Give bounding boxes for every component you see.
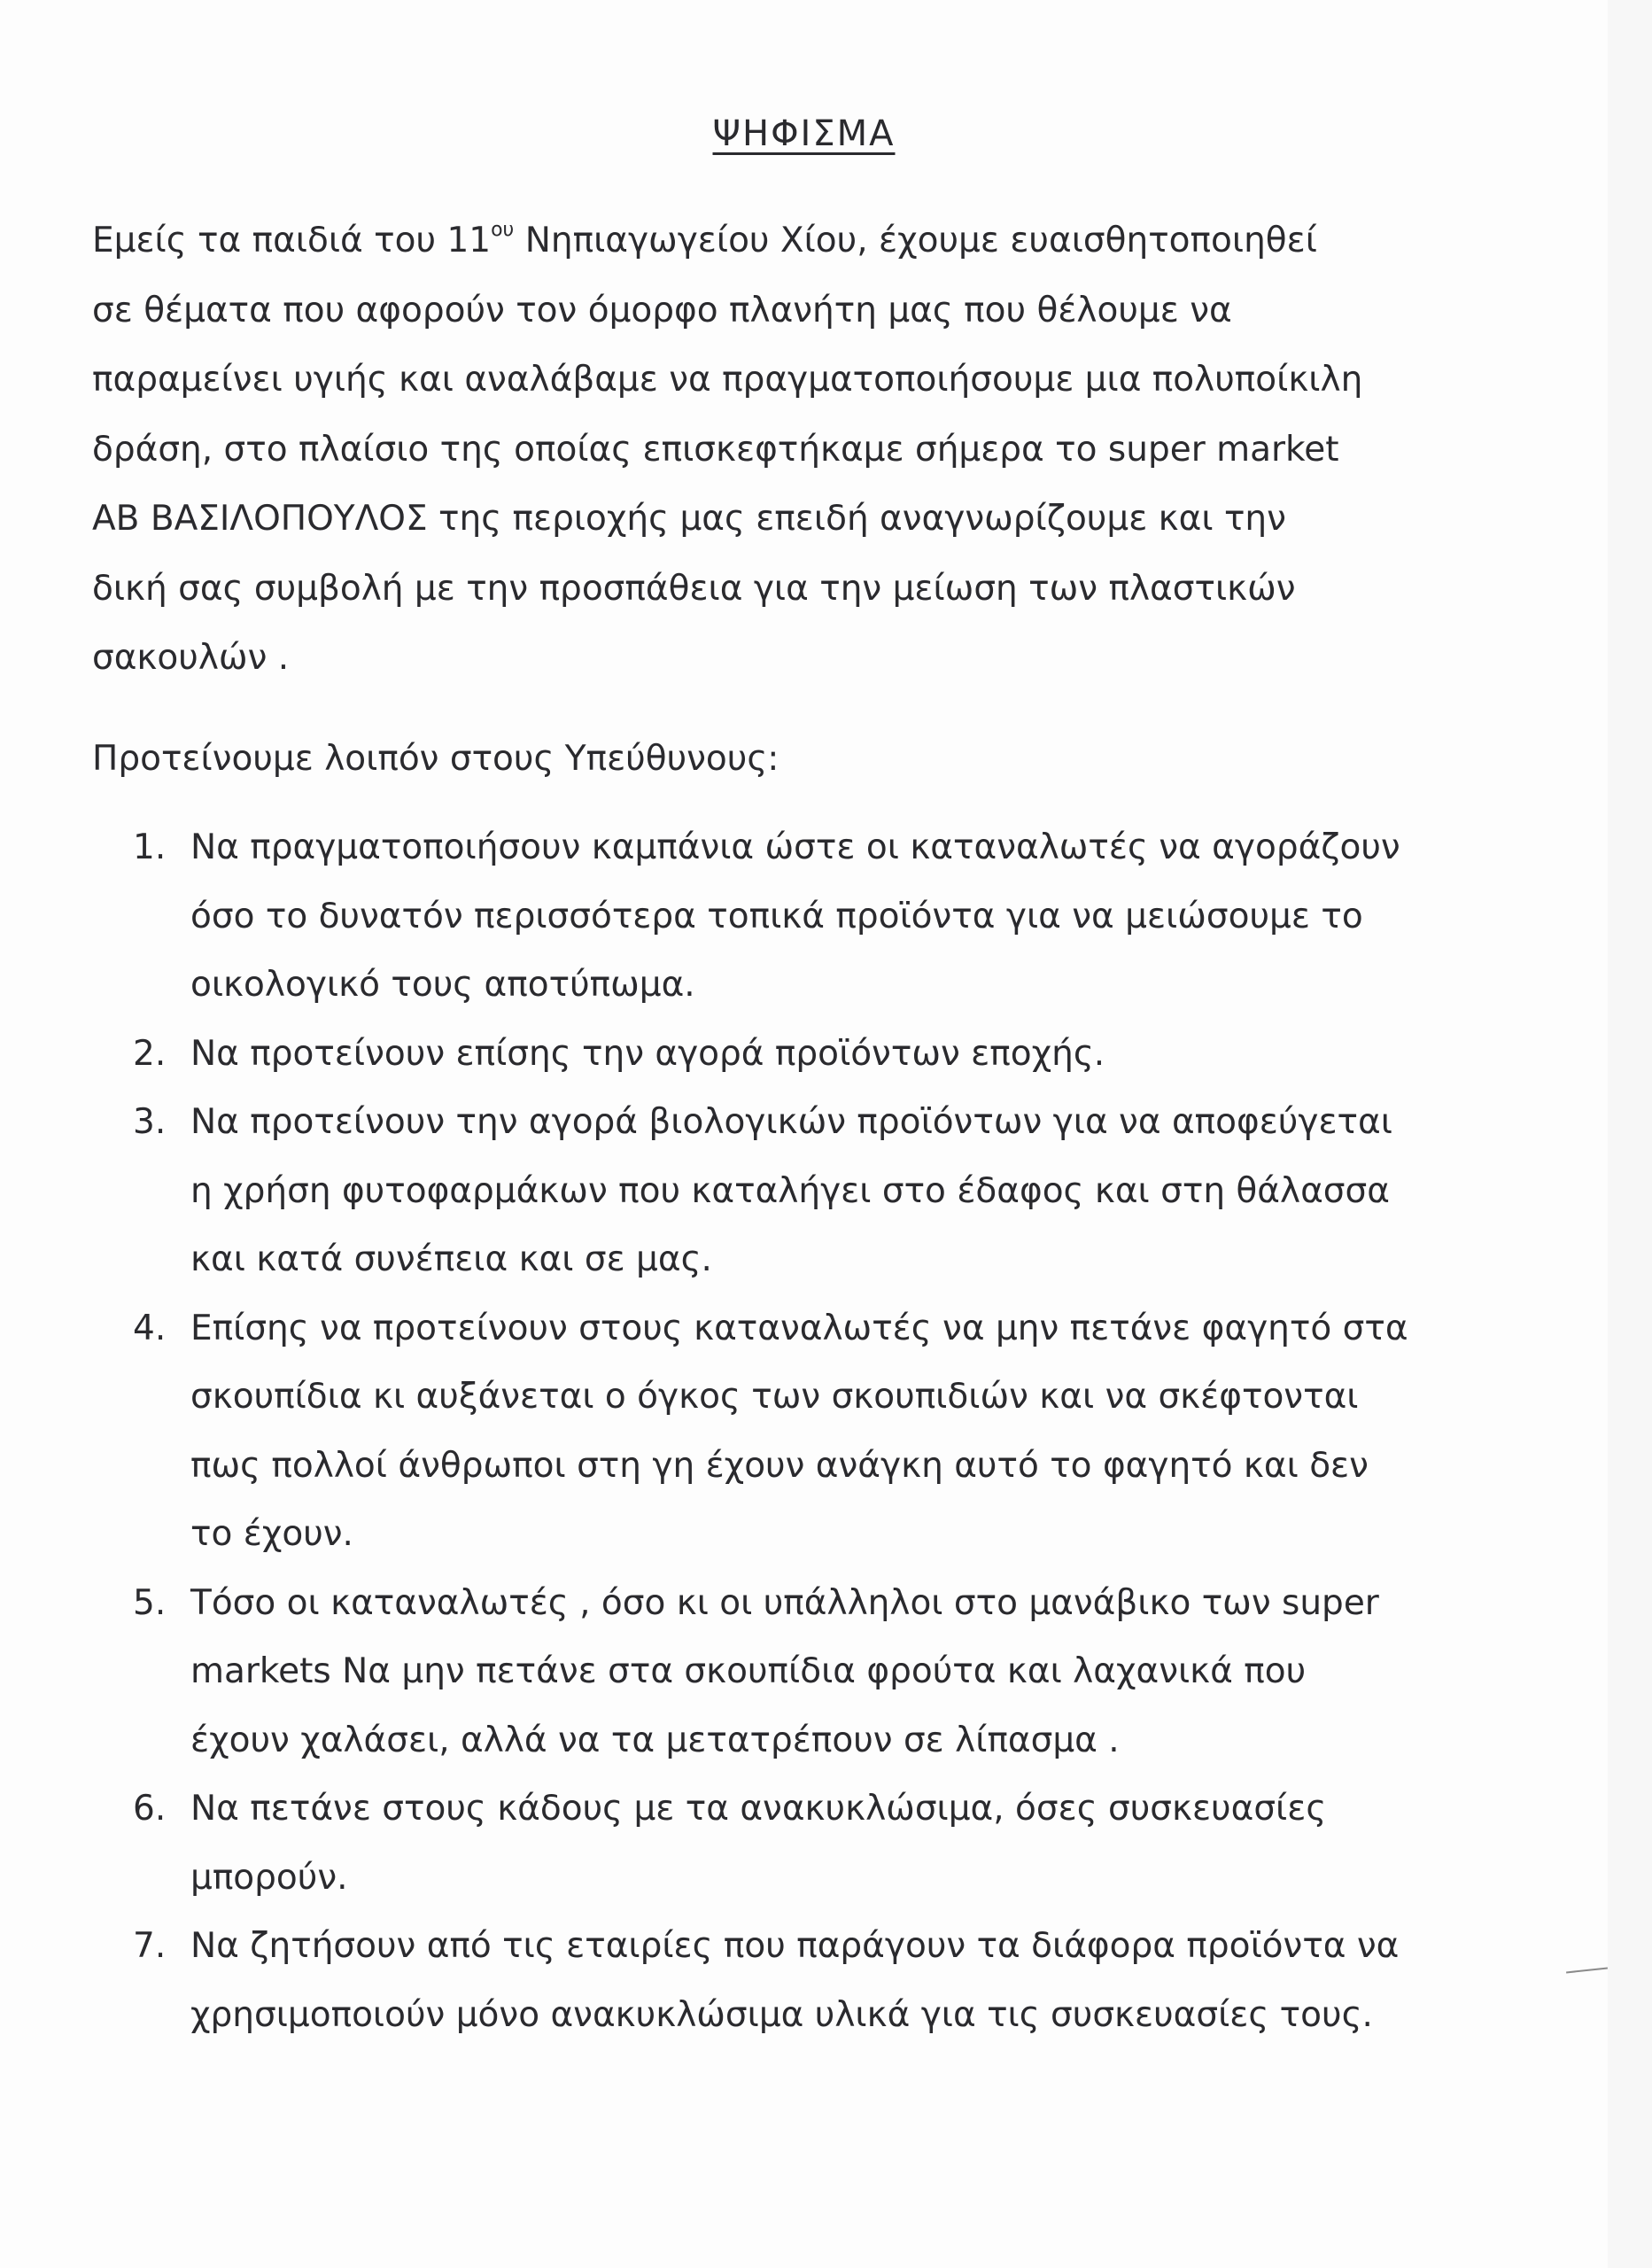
paragraph-line: σακουλών .: [92, 638, 290, 678]
list-item: [133, 1775, 1515, 1912]
list-item: [133, 813, 1515, 1020]
list-item-number: 6.: [133, 1789, 167, 1829]
list-item-line: και κατά συνέπεια και σε μας.: [190, 1239, 712, 1279]
list-item-number: 2.: [133, 1033, 167, 1074]
paragraph-line: παραμείνει υγιής και αναλάβαμε να πραγματοποιήσουμε μια πολυποίκιλη: [92, 360, 1363, 400]
list-item-line: Να πραγματοποιήσουν καμπάνια ώστε οι καταναλωτές να αγοράζουν: [190, 827, 1400, 867]
list-item: [133, 1088, 1515, 1294]
list-item-line: το έχουν.: [190, 1514, 353, 1554]
list-item-line: Επίσης να προτείνουν στους καταναλωτές να μην πετάνε φαγητό στα: [190, 1308, 1408, 1348]
list-item-line: μπορούν.: [190, 1857, 348, 1898]
list-item-line: Να πετάνε στους κάδους με τα ανακυκλώσιμα, όσες συσκευασίες: [190, 1789, 1327, 1829]
paragraph-text: Νηπιαγωγείου Χίου, έχουμε ευαισθητοποιηθεί: [514, 221, 1317, 260]
list-item-line: χρησιμοποιούν μόνο ανακυκλώσιμα υλικά για τις συσκευασίες τους.: [190, 1994, 1373, 2035]
list-item: [133, 1020, 1515, 1089]
list-item: [133, 1294, 1515, 1569]
paragraph-line: σε θέματα που αφορούν τον όμορφο πλανήτη μας που θέλουμε να: [92, 290, 1232, 330]
scan-edge: [1608, 0, 1652, 2268]
list-item-line: οικολογικό τους αποτύπωμα.: [190, 965, 695, 1005]
list-item-line: σκουπίδια κι αυξάνεται ο όγκος των σκουπιδιών και να σκέφτονται: [190, 1377, 1359, 1417]
list-item-line: Να προτείνουν την αγορά βιολογικών προϊόντων για να αποφεύγεται: [190, 1102, 1392, 1142]
paragraph-line-1: [92, 221, 1317, 260]
list-item: [133, 1569, 1515, 1775]
list-item-line: η χρήση φυτοφαρμάκων που καταλήγει στο έδαφος και στη θάλασσα: [190, 1170, 1390, 1211]
list-item-line: Να προτείνουν επίσης την αγορά προϊόντων εποχής.: [190, 1033, 1105, 1074]
document-title: ΨΗΦΙΣΜΑ: [712, 113, 896, 154]
list-item: [133, 1912, 1515, 2049]
resolution-paragraph: [92, 206, 1509, 694]
list-item-line: Να ζητήσουν από τις εταιρίες που παράγουν τα διάφορα προϊόντα να: [190, 1926, 1400, 1966]
list-item-line: markets Να μην πετάνε στα σκουπίδια φρούτα και λαχανικά που: [190, 1651, 1307, 1691]
proposals-intro: Προτείνουμε λοιπόν στους Υπεύθυνους:: [92, 739, 779, 779]
margin-pen-mark: [1566, 1968, 1608, 1974]
paragraph-text: Εμείς τα παιδιά του 11: [92, 221, 492, 260]
paragraph-line: δική σας συμβολή με την προσπάθεια για την μείωση των πλαστικών: [92, 568, 1296, 609]
ordinal-superscript: ου: [491, 219, 515, 241]
list-item-number: 1.: [133, 827, 167, 867]
list-item-line: όσο το δυνατόν περισσότερα τοπικά προϊόντα για να μειώσουμε το: [190, 896, 1363, 936]
paragraph-line: ΑΒ ΒΑΣΙΛΟΠΟΥΛΟΣ της περιοχής μας επειδή αναγνωρίζουμε και την: [92, 499, 1286, 539]
list-item-line: έχουν χαλάσει, αλλά να τα μετατρέπουν σε λίπασμα .: [190, 1720, 1120, 1760]
list-item-line: πως πολλοί άνθρωποι στη γη έχουν ανάγκη αυτό το φαγητό και δεν: [190, 1445, 1369, 1486]
list-item-number: 4.: [133, 1308, 167, 1348]
list-item-number: 7.: [133, 1926, 167, 1966]
list-item-line: Τόσο οι καταναλωτές , όσο κι οι υπάλληλοι στο μανάβικο των super: [190, 1582, 1379, 1623]
paragraph-line: δράση, στο πλαίσιο της οποίας επισκεφτήκαμε σήμερα το super market: [92, 429, 1339, 470]
list-item-number: 3.: [133, 1102, 167, 1142]
proposals-list: [133, 813, 1515, 2049]
list-item-number: 5.: [133, 1582, 167, 1623]
